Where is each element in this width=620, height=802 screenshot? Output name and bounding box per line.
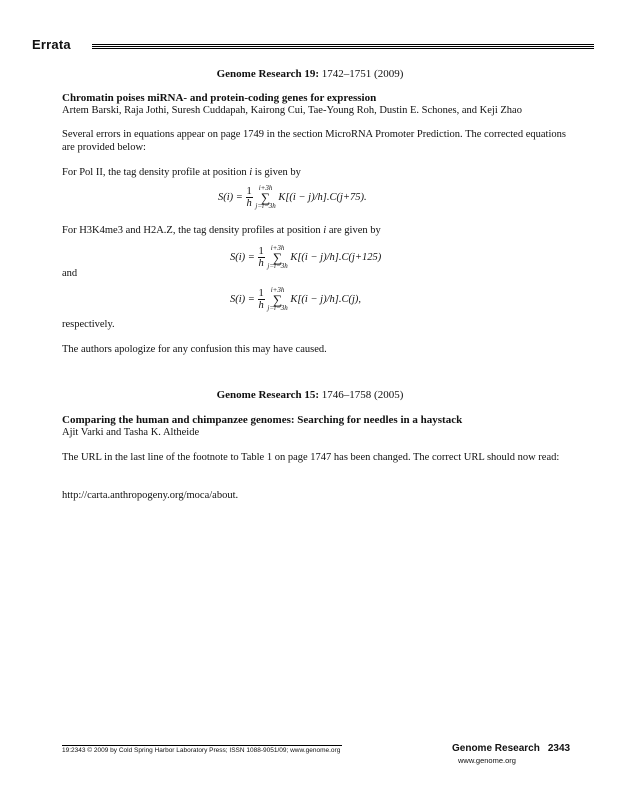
eq3-lhs: S(i) = [230, 293, 255, 305]
erratum1-citation-journal: Genome Research 19: [216, 68, 320, 80]
eq3-lower: j=i−3h [267, 304, 288, 312]
eq1-lhs: S(i) = [218, 191, 243, 203]
h3-var: i [323, 225, 327, 236]
section-header: Errata [32, 37, 71, 52]
erratum1-citation [0, 68, 620, 80]
eq2-num: 1 [258, 246, 264, 257]
footer-site: www.genome.org [458, 756, 516, 765]
eq1-upper: i+3h [258, 184, 273, 192]
eq1-lower: j=i−3h [255, 202, 276, 210]
h3-post: are given by [326, 225, 381, 236]
eq2-lower: j=i−3h [267, 262, 288, 270]
footer-page-number: 2343 [547, 743, 571, 754]
eq2-upper: i+3h [270, 244, 285, 252]
polII-post: is given by [252, 167, 301, 178]
header-rule-inner [92, 46, 594, 47]
footer-journal [452, 743, 570, 754]
equation-1 [218, 184, 367, 211]
erratum2-title: Comparing the human and chimpanzee genomes: Searching for needles in a haystack [62, 414, 463, 426]
eq1-num: 1 [246, 186, 252, 197]
erratum2-citation-rest: 1746–1758 (2005) [319, 389, 404, 401]
polII-var: i [249, 167, 253, 178]
footer-copyright: 19:2343 © 2009 by Cold Spring Harbor Laboratory Press; ISSN 1088-9051/09; www.genome.org [62, 747, 341, 754]
h3-pre: For H3K4me3 and H2A.Z, the tag density profiles at position [62, 225, 324, 236]
erratum1-polII-text [62, 166, 568, 179]
erratum1-authors: Artem Barski, Raja Jothi, Suresh Cuddapah, Kairong Cui, Tae-Young Roh, Dustin E. Schones, and Keji Zhao [62, 105, 522, 116]
footer-rule [62, 745, 342, 746]
erratum1-citation-rest: 1742–1751 (2009) [319, 68, 404, 80]
respectively-text: respectively. [62, 319, 115, 330]
polII-pre: For Pol II, the tag density profile at position [62, 167, 250, 178]
eq2-lhs: S(i) = [230, 251, 255, 263]
eq2-body: K[(i − j)/h].C(j+125) [290, 251, 382, 263]
eq3-upper: i+3h [270, 286, 285, 294]
erratum2-body: The URL in the last line of the footnote to Table 1 on page 1747 has been changed. The correct URL should now read: [62, 452, 560, 463]
footer-journal-name: Genome Research [452, 743, 540, 754]
erratum2-citation [0, 389, 620, 401]
eq2-den: h [258, 258, 264, 269]
eq3-sigma: ∑ [272, 292, 283, 307]
eq3-den: h [258, 300, 264, 311]
eq3-body: K[(i − j)/h].C(j), [290, 293, 362, 305]
apology-text: The authors apologize for any confusion this may have caused. [62, 344, 327, 355]
erratum1-title: Chromatin poises miRNA- and protein-coding genes for expression [62, 92, 377, 104]
erratum2-url: http://carta.anthropogeny.org/moca/about. [62, 490, 239, 501]
erratum1-intro: Several errors in equations appear on page 1749 in the section MicroRNA Promoter Prediction. The corrected equations are provided below: [62, 129, 566, 153]
eq1-den: h [246, 198, 252, 209]
erratum1-h3-text [62, 224, 568, 237]
eq3-num: 1 [258, 288, 264, 299]
and-text: and [62, 268, 78, 279]
eq1-sigma: ∑ [260, 190, 271, 205]
eq2-sigma: ∑ [272, 250, 283, 265]
equation-3 [230, 286, 361, 313]
erratum2-authors: Ajit Varki and Tasha K. Altheide [62, 427, 200, 438]
eq1-body: K[(i − j)/h].C(j+75). [278, 191, 367, 203]
erratum2-citation-journal: Genome Research 15: [216, 389, 320, 401]
